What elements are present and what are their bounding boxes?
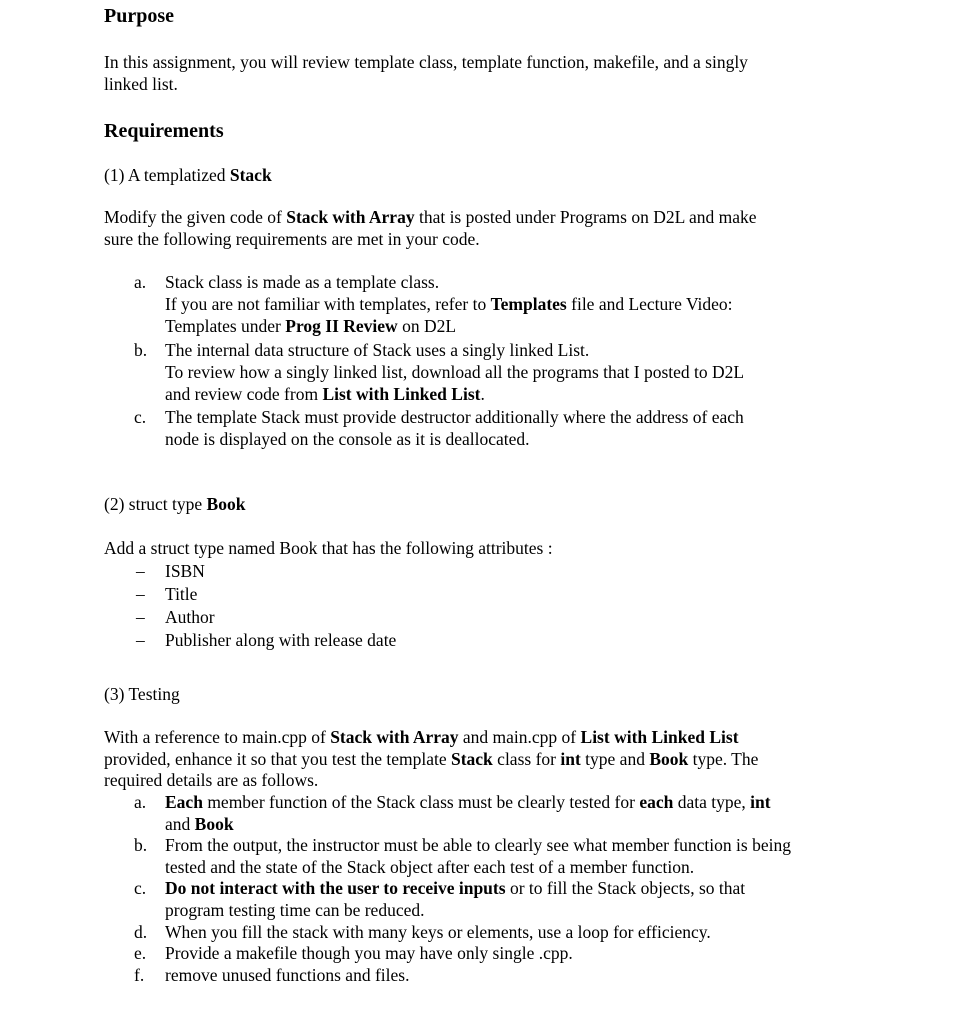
requirements-heading: Requirements [104, 120, 224, 142]
item-1c-line-1: The template Stack must provide destructor additionally where the address of each [165, 407, 744, 427]
list-marker-3e: e. [134, 943, 147, 963]
list-marker-1c: c. [134, 407, 147, 427]
attribute-publisher: Publisher along with release date [165, 630, 397, 650]
item-1a-line-1: Stack class is made as a template class. [165, 272, 440, 292]
section-2-intro: Add a struct type named Book that has the following attributes : [104, 538, 553, 558]
item-1b-line-2: To review how a singly linked list, download all the programs that I posted to D2L [165, 362, 745, 382]
section-2-title: (2) struct type Book [104, 494, 246, 514]
section-3-intro-line-3: required details are as follows. [104, 770, 319, 790]
list-marker-1a: a. [134, 272, 147, 292]
item-3a-line-2: and Book [165, 814, 234, 834]
dash-marker: – [136, 584, 145, 604]
section-3-title: (3) Testing [104, 684, 180, 704]
purpose-heading: Purpose [104, 5, 174, 27]
item-3b-line-1: From the output, the instructor must be able to clearly see what member function is being [165, 835, 791, 855]
section-3-intro-line-1: With a reference to main.cpp of Stack with Array and main.cpp of List with Linked List [104, 727, 739, 747]
purpose-paragraph-line-2: linked list. [104, 74, 178, 94]
item-1a-line-2: If you are not familiar with templates, refer to Templates file and Lecture Video: [165, 294, 733, 314]
attribute-title: Title [165, 584, 198, 604]
item-1a-line-3: Templates under Prog II Review on D2L [165, 316, 457, 336]
item-3d-line-1: When you fill the stack with many keys or elements, use a loop for efficiency. [165, 922, 711, 942]
list-marker-3d: d. [134, 922, 148, 942]
dash-marker: – [136, 630, 145, 650]
attribute-author: Author [165, 607, 215, 627]
list-marker-3f: f. [134, 965, 145, 985]
item-3e-line-1: Provide a makefile though you may have only single .cpp. [165, 943, 573, 963]
item-3b-line-2: tested and the state of the Stack object after each test of a member function. [165, 857, 695, 877]
list-marker-3c: c. [134, 878, 147, 898]
list-marker-3b: b. [134, 835, 148, 855]
list-marker-3a: a. [134, 792, 147, 812]
dash-marker: – [136, 561, 145, 581]
item-1b-line-1: The internal data structure of Stack uses a singly linked List. [165, 340, 590, 360]
item-1b-line-3: and review code from List with Linked List. [165, 384, 485, 404]
list-marker-1b: b. [134, 340, 148, 360]
item-3a-line-1: Each member function of the Stack class must be clearly tested for each data type, int [165, 792, 771, 812]
purpose-paragraph-line-1: In this assignment, you will review template class, template function, makefile, and a singly [104, 52, 748, 72]
item-1c-line-2: node is displayed on the console as it is deallocated. [165, 429, 530, 449]
section-3-intro-line-2: provided, enhance it so that you test the template Stack class for int type and Book type. The [104, 749, 759, 769]
dash-marker: – [136, 607, 145, 627]
attribute-isbn: ISBN [165, 561, 205, 581]
section-1-title: (1) A templatized Stack [104, 165, 272, 185]
item-3c-line-1: Do not interact with the user to receive inputs or to fill the Stack objects, so that [165, 878, 746, 898]
item-3c-line-2: program testing time can be reduced. [165, 900, 425, 920]
section-1-intro-line-1: Modify the given code of Stack with Array that is posted under Programs on D2L and make [104, 207, 757, 227]
section-1-intro-line-2: sure the following requirements are met in your code. [104, 229, 480, 249]
item-3f-line-1: remove unused functions and files. [165, 965, 410, 985]
